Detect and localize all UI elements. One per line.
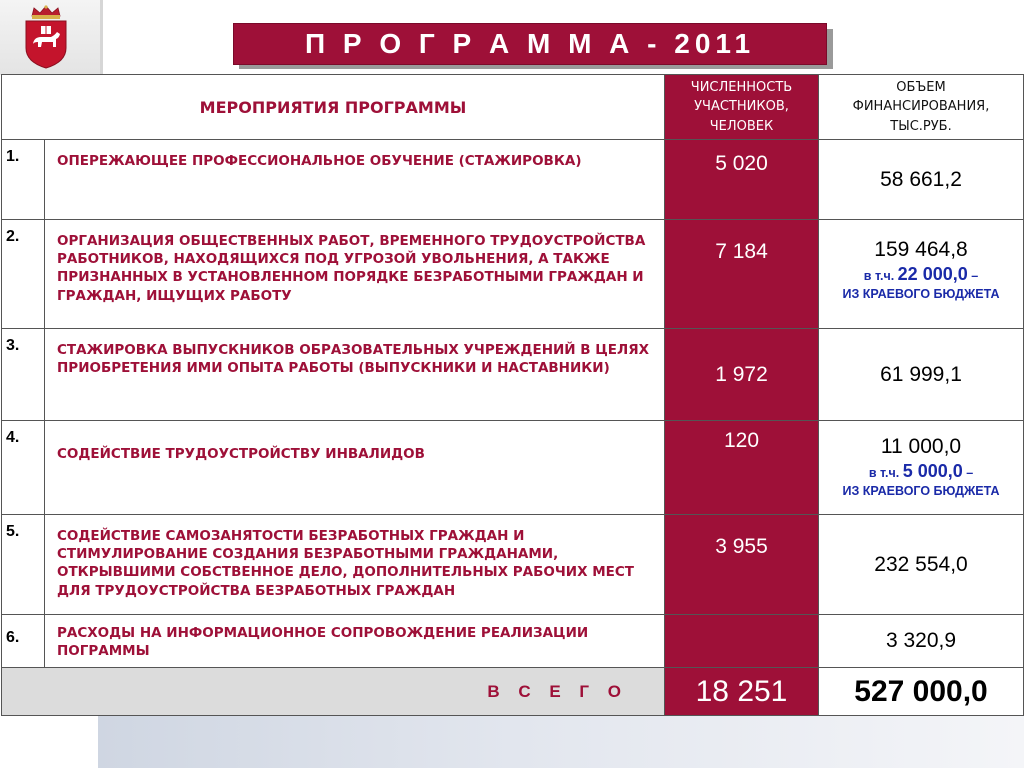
- header-financing-line: ФИНАНСИРОВАНИЯ,: [852, 99, 990, 115]
- total-financing: 527 000,0: [819, 668, 1024, 716]
- row-participants: 7 184: [665, 220, 819, 329]
- row-activity: СОДЕЙСТВИЕ САМОЗАНЯТОСТИ БЕЗРАБОТНЫХ ГРАЖДАН И СТИМУЛИРОВАНИЕ СОЗДАНИЯ БЕЗРАБОТНЫМИ ГРАЖДАНАМИ, ОТКРЫВШИМИ СОБСТВЕННОЕ ДЕЛО, ДОПОЛНИТЕЛЬНЫХ РАБОЧИХ МЕСТ ДЛЯ ТРУДОУСТРОЙСТВА БЕЗРАБОТНЫХ ГРАЖДАН: [45, 515, 665, 615]
- row-activity: СОДЕЙСТВИЕ ТРУДОУСТРОЙСТВУ ИНВАЛИДОВ: [45, 421, 665, 515]
- row-activity: ОРГАНИЗАЦИЯ ОБЩЕСТВЕННЫХ РАБОТ, ВРЕМЕННОГО ТРУДОУСТРОЙСТВА РАБОТНИКОВ, НАХОДЯЩИХСЯ ПОД УГРОЗОЙ УВОЛЬНЕНИЯ, А ТАКЖЕ ПРИЗНАННЫХ В УСТАНОВЛЕННОМ ПОРЯДКЕ БЕЗРАБОТНЫМИ ГРАЖДАН И ГРАЖДАН, ИЩУЩИХ РАБОТУ: [45, 220, 665, 329]
- header-participants-line: ЧИСЛЕННОСТЬ: [690, 79, 793, 95]
- table-row: [2, 220, 1024, 329]
- header-activities: МЕРОПРИЯТИЯ ПРОГРАММЫ: [2, 75, 665, 140]
- table-row: [2, 421, 1024, 515]
- row-number: 6.: [2, 615, 45, 668]
- header-participants-line: ЧЕЛОВЕК: [709, 118, 774, 134]
- row-activity: СТАЖИРОВКА ВЫПУСКНИКОВ ОБРАЗОВАТЕЛЬНЫХ УЧРЕЖДЕНИЙ В ЦЕЛЯХ ПРИОБРЕТЕНИЯ ИМИ ОПЫТА РАБОТЫ (ВЫПУСКНИКИ И НАСТАВНИКИ): [45, 329, 665, 421]
- financing-note-source: ИЗ КРАЕВОГО БЮДЖЕТА: [842, 484, 1000, 498]
- table-header-row: [2, 75, 1024, 140]
- row-number: 4.: [2, 421, 45, 515]
- financing-value: 11 000,0: [880, 435, 962, 458]
- table-row: [2, 329, 1024, 421]
- table-row: [2, 615, 1024, 668]
- financing-note: в т.ч. 22 000,0 –: [863, 264, 979, 284]
- row-financing: [819, 140, 1024, 220]
- financing-value: 61 999,1: [880, 362, 962, 386]
- coat-of-arms-icon: [20, 4, 72, 70]
- row-financing: [819, 515, 1024, 615]
- header-financing-line: ОБЪЕМ: [896, 79, 946, 95]
- row-participants: 5 020: [665, 140, 819, 220]
- page-title: П Р О Г Р А М М А - 2011: [233, 23, 827, 65]
- financing-value: 3 320,9: [885, 629, 957, 652]
- header-financing: [819, 75, 1024, 140]
- row-participants: [665, 615, 819, 668]
- financing-note: в т.ч. 5 000,0 –: [868, 461, 974, 481]
- row-participants: 3 955: [665, 515, 819, 615]
- row-financing: [819, 329, 1024, 421]
- header-participants-line: УЧАСТНИКОВ,: [694, 99, 789, 115]
- row-financing: [819, 220, 1024, 329]
- row-number: 3.: [2, 329, 45, 421]
- row-financing: [819, 421, 1024, 515]
- row-number: 5.: [2, 515, 45, 615]
- total-participants: 18 251: [665, 668, 819, 716]
- total-row: [2, 668, 1024, 716]
- row-participants: 120: [665, 421, 819, 515]
- background-bottom-band: [98, 716, 1024, 768]
- total-label: В С Е Г О: [2, 668, 665, 716]
- financing-note-source: ИЗ КРАЕВОГО БЮДЖЕТА: [842, 287, 1000, 301]
- financing-value: 232 554,0: [874, 552, 968, 576]
- table-row: [2, 140, 1024, 220]
- row-number: 1.: [2, 140, 45, 220]
- financing-value: 159 464,8: [874, 238, 968, 261]
- row-number: 2.: [2, 220, 45, 329]
- header-participants: [665, 75, 819, 140]
- program-table: [1, 74, 1024, 716]
- row-participants: 1 972: [665, 329, 819, 421]
- header-financing-line: ТЫС.РУБ.: [890, 118, 952, 134]
- row-activity: РАСХОДЫ НА ИНФОРМАЦИОННОЕ СОПРОВОЖДЕНИЕ РЕАЛИЗАЦИИ ПОГРАММЫ: [45, 615, 665, 668]
- table-row: [2, 515, 1024, 615]
- financing-value: 58 661,2: [880, 167, 962, 191]
- row-activity: ОПЕРЕЖАЮЩЕЕ ПРОФЕССИОНАЛЬНОЕ ОБУЧЕНИЕ (СТАЖИРОВКА): [45, 140, 665, 220]
- row-financing: [819, 615, 1024, 668]
